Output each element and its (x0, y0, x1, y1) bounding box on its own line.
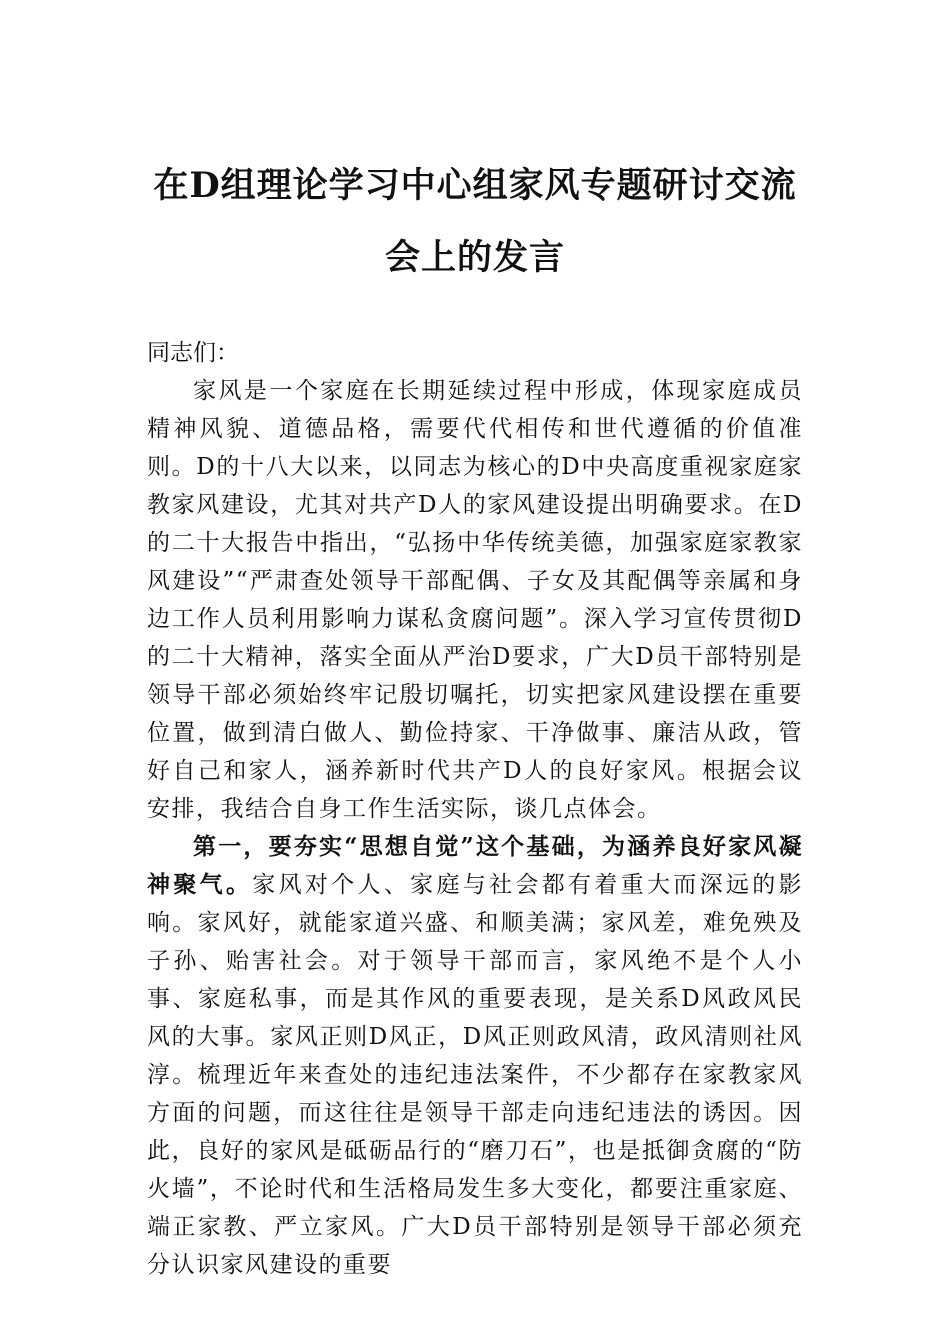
document-title (147, 150, 803, 294)
paragraph-first-point-heading: 第一，要夯实“思想自觉”这个基础，为涵养良好家风凝神聚气。 (147, 833, 803, 898)
paragraph-first-point (147, 828, 803, 1284)
paragraph-intro: 家风是一个家庭在长期延续过程中形成，体现家庭成员精神风貌、道德品格，需要代代相传和世代遵循的价值准则。D的十八大以来，以同志为核心的D中央高度重视家庭家教家风建设，尤其对共产D人的家风建设提出明确要求。在D的二十大报告中指出，“弘扬中华传统美德，加强家庭家教家风建设”“严肃查处领导干部配偶、子女及其配偶等亲属和身边工作人员利用影响力谋私贪腐问题”。深入学习宣传贯彻D的二十大精神，落实全面从严治D要求，广大D员干部特别是领导干部必须始终牢记殷切嘱托，切实把家风建设摆在重要位置，做到清白做人、勤俭持家、干净做事、廉洁从政，管好自己和家人，涵养新时代共产D人的良好家风。根据会议安排，我结合自身工作生活实际，谈几点体会。 (147, 378, 803, 822)
salutation: 同志们： (147, 340, 239, 366)
document-page (147, 150, 803, 1284)
paragraph-first-point-body: 家风对个人、家庭与社会都有着重大而深远的影响。家风好，就能家道兴盛、和顺美满；家风差，难免殃及子孙、贻害社会。对于领导干部而言，家风绝不是个人小事、家庭私事，而是其作风的重要表现，是关系D风政风民风的大事。家风正则D风正，D风正则政风清，政风清则社风淳。梳理近年来查处的违纪违法案件，不少都存在家教家风方面的问题，而这往往是领导干部走向违纪违法的诱因。因此，良好的家风是砥砺品行的“磨刀石”，也是抵御贪腐的“防火墙”，不论时代和生活格局发生多大变化，都要注重家庭、端正家教、严立家风。广大D员干部特别是领导干部必须充分认识家风建设的重要 (147, 872, 803, 1278)
title-line-1: 在D组理论学习中心组家风专题研讨交流 (153, 165, 797, 206)
title-line-2: 会上的发言 (384, 237, 565, 278)
